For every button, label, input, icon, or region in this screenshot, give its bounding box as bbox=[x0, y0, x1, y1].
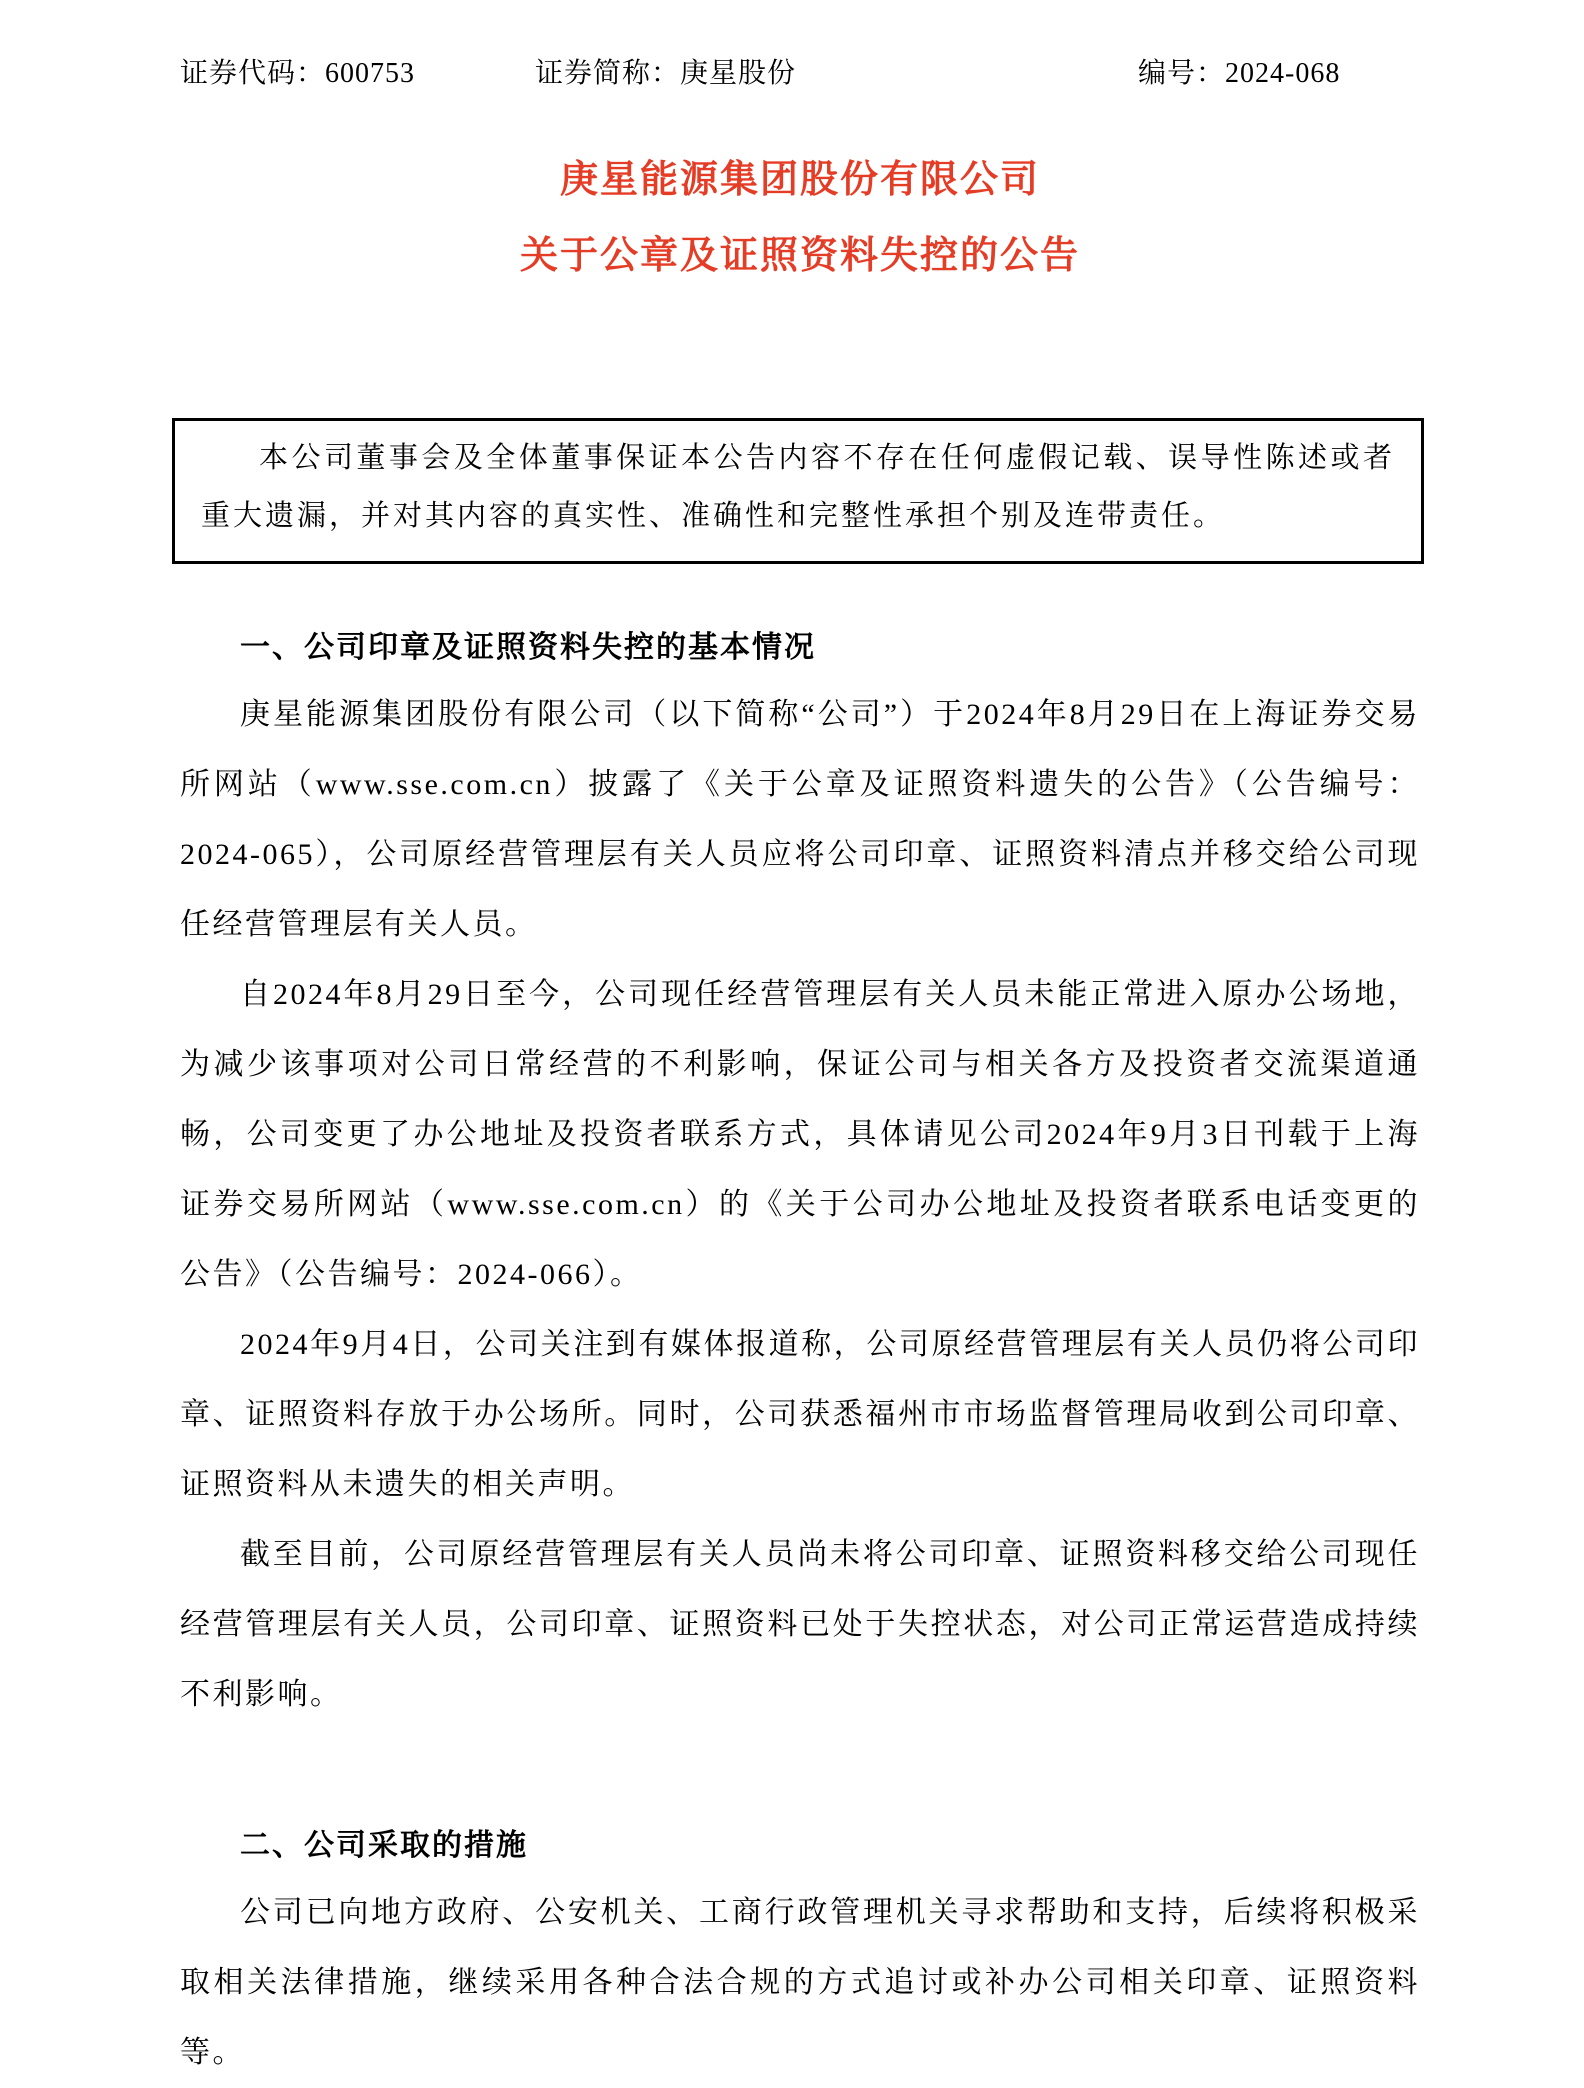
announcement-title: 关于公章及证照资料失控的公告 bbox=[519, 235, 1080, 277]
board-disclaimer-box bbox=[172, 418, 1424, 564]
doc-number: 编号：2024-068 bbox=[1138, 58, 1341, 89]
stock-short-name: 证券简称：庚星股份 bbox=[535, 58, 797, 89]
section-1-body bbox=[180, 680, 1420, 1730]
section-2-body bbox=[180, 1878, 1420, 2088]
paragraph: 庚星能源集团股份有限公司（以下简称“公司”）于2024年8月29日在上海证券交易所网站（www.sse.com.cn）披露了《关于公章及证照资料遗失的公告》（公告编号：2024-065），公司原经营管理层有关人员应将公司印章、证照资料清点并移交给公司现任经营管理层有关人员。 bbox=[180, 698, 1420, 941]
disclaimer-text: 本公司董事会及全体董事保证本公告内容不存在任何虚假记载、误导性陈述或者重大遗漏，并对其内容的真实性、准确性和完整性承担个别及连带责任。 bbox=[201, 442, 1395, 532]
section-1-heading: 一、公司印章及证照资料失控的基本情况 bbox=[240, 631, 816, 664]
announcement-page bbox=[180, 0, 1420, 2088]
company-name-title: 庚星能源集团股份有限公司 bbox=[559, 159, 1040, 201]
paragraph: 自2024年8月29日至今，公司现任经营管理层有关人员未能正常进入原办公场地，为减少该事项对公司日常经营的不利影响，保证公司与相关各方及投资者交流渠道通畅，公司变更了办公地址及投资者联系方式，具体请见公司2024年9月3日刊载于上海证券交易所网站（www.sse.com.cn）的《关于公司办公地址及投资者联系电话变更的公告》（公告编号：2024-066）。 bbox=[180, 978, 1420, 1291]
section-2-heading: 二、公司采取的措施 bbox=[240, 1829, 528, 1862]
paragraph: 截至目前，公司原经营管理层有关人员尚未将公司印章、证照资料移交给公司现任经营管理层有关人员，公司印章、证照资料已处于失控状态，对公司正常运营造成持续不利影响。 bbox=[180, 1538, 1420, 1711]
stock-code: 证券代码：600753 bbox=[180, 58, 416, 89]
doc-meta-row bbox=[180, 56, 1420, 92]
paragraph: 公司已向地方政府、公安机关、工商行政管理机关寻求帮助和支持，后续将积极采取相关法律措施，继续采用各种合法合规的方式追讨或补办公司相关印章、证照资料等。 bbox=[180, 1896, 1420, 2069]
paragraph: 2024年9月4日，公司关注到有媒体报道称，公司原经营管理层有关人员仍将公司印章、证照资料存放于办公场所。同时，公司获悉福州市市场监督管理局收到公司印章、证照资料从未遗失的相关声明。 bbox=[180, 1328, 1420, 1501]
